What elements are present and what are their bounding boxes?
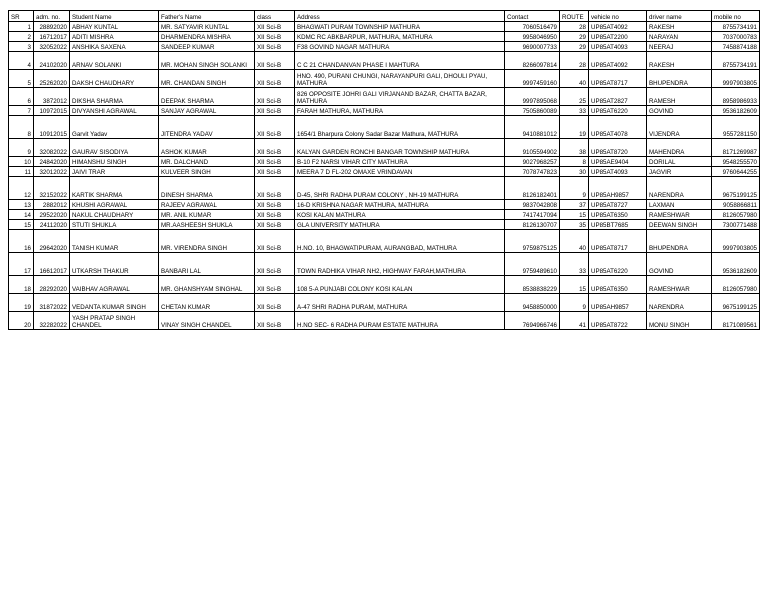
cell-contact: 7694966746 xyxy=(505,312,560,330)
cell-sr: 7 xyxy=(9,106,34,116)
cell-vehicle-no: UP85AT8722 xyxy=(589,312,647,330)
cell-adm-no: 31872022 xyxy=(34,294,70,312)
cell-student-name: NAKUL CHAUDHARY xyxy=(70,210,159,220)
cell-route: 29 xyxy=(560,42,589,52)
cell-sr: 20 xyxy=(9,312,34,330)
cell-fathers-name: SANJAY AGRAWAL xyxy=(159,106,255,116)
cell-fathers-name: MR. DALCHAND xyxy=(159,157,255,167)
cell-student-name: Garvit Yadav xyxy=(70,116,159,139)
cell-driver-name: NEERAJ xyxy=(647,42,712,52)
cell-sr: 13 xyxy=(9,200,34,210)
cell-class: XII Sci-B xyxy=(255,220,295,230)
table-row xyxy=(9,32,760,42)
cell-adm-no: 29642020 xyxy=(34,230,70,253)
cell-route: 25 xyxy=(560,88,589,106)
cell-fathers-name: SANDEEP KUMAR xyxy=(159,42,255,52)
cell-mobile-no: 9548255570 xyxy=(712,157,760,167)
cell-contact: 9105594902 xyxy=(505,139,560,157)
cell-class: XII Sci-B xyxy=(255,200,295,210)
cell-student-name: JAIVI TRAR xyxy=(70,167,159,177)
cell-student-name: STUTI SHUKLA xyxy=(70,220,159,230)
cell-class: XII Sci-B xyxy=(255,230,295,253)
cell-adm-no: 16712017 xyxy=(34,32,70,42)
cell-address: KOSI KALAN MATHURA xyxy=(295,210,505,220)
cell-mobile-no: 8958986933 xyxy=(712,88,760,106)
cell-student-name: ARNAV SOLANKI xyxy=(70,52,159,70)
cell-route: 15 xyxy=(560,276,589,294)
cell-route: 40 xyxy=(560,230,589,253)
cell-sr: 4 xyxy=(9,52,34,70)
table-row xyxy=(9,294,760,312)
cell-mobile-no: 9675199125 xyxy=(712,294,760,312)
cell-contact: 9759875125 xyxy=(505,230,560,253)
table-row xyxy=(9,88,760,106)
table-row xyxy=(9,276,760,294)
table-row xyxy=(9,22,760,32)
cell-student-name: KHUSHI AGRAWAL xyxy=(70,200,159,210)
cell-fathers-name: ASHOK KUMAR xyxy=(159,139,255,157)
cell-sr: 10 xyxy=(9,157,34,167)
cell-student-name: GAURAV SISODIYA xyxy=(70,139,159,157)
cell-contact: 9410881012 xyxy=(505,116,560,139)
cell-driver-name: NARENDRA xyxy=(647,294,712,312)
cell-contact: 9690007733 xyxy=(505,42,560,52)
cell-adm-no: 2882012 xyxy=(34,200,70,210)
cell-address: H.NO. 10, BHAGWATIPURAM, AURANGBAD, MATHURA xyxy=(295,230,505,253)
cell-student-name: ABHAY KUNTAL xyxy=(70,22,159,32)
cell-adm-no: 32052022 xyxy=(34,42,70,52)
cell-vehicle-no: UP85AT4092 xyxy=(589,52,647,70)
table-row xyxy=(9,139,760,157)
cell-student-name: UTKARSH THAKUR xyxy=(70,253,159,276)
cell-fathers-name: VINAY SINGH CHANDEL xyxy=(159,312,255,330)
cell-vehicle-no: UP85AT6350 xyxy=(589,210,647,220)
cell-mobile-no: 8171089561 xyxy=(712,312,760,330)
cell-vehicle-no: UP85AT6220 xyxy=(589,253,647,276)
cell-driver-name: LAXMAN xyxy=(647,200,712,210)
cell-fathers-name: JITENDRA YADAV xyxy=(159,116,255,139)
cell-fathers-name: MR. SATYAVIR KUNTAL xyxy=(159,22,255,32)
header-route: ROUTE xyxy=(560,11,589,22)
table-row xyxy=(9,106,760,116)
cell-address: D-45, SHRI RADHA PURAM COLONY , NH-19 MATHURA xyxy=(295,177,505,200)
cell-sr: 6 xyxy=(9,88,34,106)
cell-mobile-no: 8126057980 xyxy=(712,276,760,294)
cell-mobile-no: 9760644255 xyxy=(712,167,760,177)
cell-fathers-name: RAJEEV AGRAWAL xyxy=(159,200,255,210)
cell-class: XII Sci-B xyxy=(255,116,295,139)
cell-class: XII Sci-B xyxy=(255,177,295,200)
cell-adm-no: 24102020 xyxy=(34,52,70,70)
header-student-name: Student Name xyxy=(70,11,159,22)
cell-sr: 14 xyxy=(9,210,34,220)
cell-route: 28 xyxy=(560,52,589,70)
cell-contact: 9997895068 xyxy=(505,88,560,106)
header-contact: Contact xyxy=(505,11,560,22)
cell-fathers-name: DEEPAK SHARMA xyxy=(159,88,255,106)
cell-vehicle-no: UP85AT6220 xyxy=(589,106,647,116)
cell-sr: 17 xyxy=(9,253,34,276)
cell-contact: 7060516479 xyxy=(505,22,560,32)
cell-address: A-47 SHRI RADHA PURAM, MATHURA xyxy=(295,294,505,312)
cell-student-name: KARTIK SHARMA xyxy=(70,177,159,200)
cell-route: 9 xyxy=(560,177,589,200)
cell-class: XII Sci-B xyxy=(255,42,295,52)
cell-address: GLA UNIVERSITY MATHURA xyxy=(295,220,505,230)
cell-contact: 9458850000 xyxy=(505,294,560,312)
cell-contact: 7417417094 xyxy=(505,210,560,220)
cell-vehicle-no: UP85AT8717 xyxy=(589,70,647,88)
cell-driver-name: GOVIND xyxy=(647,253,712,276)
cell-adm-no: 28892020 xyxy=(34,22,70,32)
cell-address: 16-D KRISHNA NAGAR MATHURA, MATHURA xyxy=(295,200,505,210)
cell-contact: 7078747823 xyxy=(505,167,560,177)
cell-address: B-10 F2 NARSI VIHAR CITY MATHURA xyxy=(295,157,505,167)
cell-mobile-no: 8126057980 xyxy=(712,210,760,220)
cell-mobile-no: 8755734191 xyxy=(712,22,760,32)
header-address: Address xyxy=(295,11,505,22)
cell-driver-name: RAMESH xyxy=(647,88,712,106)
cell-vehicle-no: UP85AE9404 xyxy=(589,157,647,167)
cell-sr: 5 xyxy=(9,70,34,88)
cell-address: C C 21 CHANDANVAN PHASE I MAHTURA xyxy=(295,52,505,70)
cell-sr: 11 xyxy=(9,167,34,177)
cell-driver-name: JAGVIR xyxy=(647,167,712,177)
cell-class: XII Sci-B xyxy=(255,210,295,220)
cell-route: 40 xyxy=(560,70,589,88)
cell-class: XII Sci-B xyxy=(255,32,295,42)
cell-driver-name: VIJENDRA xyxy=(647,116,712,139)
cell-driver-name: RAKESH xyxy=(647,22,712,32)
header-adm-no: adm. no. xyxy=(34,11,70,22)
cell-driver-name: RAMESHWAR xyxy=(647,210,712,220)
cell-mobile-no: 9997903805 xyxy=(712,230,760,253)
cell-class: XII Sci-B xyxy=(255,139,295,157)
student-transport-table xyxy=(8,10,760,330)
table-row xyxy=(9,177,760,200)
cell-class: XII Sci-B xyxy=(255,88,295,106)
cell-fathers-name: KULVEER SINGH xyxy=(159,167,255,177)
cell-adm-no: 10972015 xyxy=(34,106,70,116)
header-mobile-no: mobile no xyxy=(712,11,760,22)
cell-address: F38 GOVIND NAGAR MATHURA xyxy=(295,42,505,52)
cell-address: HNO. 490, PURANI CHUNGI, NARAYANPURI GALI, DHOULI PYAU, MATHURA xyxy=(295,70,505,88)
cell-driver-name: GOVIND xyxy=(647,106,712,116)
cell-address: FARAH MATHURA, MATHURA xyxy=(295,106,505,116)
header-row xyxy=(9,11,760,22)
cell-vehicle-no: UP85AH9857 xyxy=(589,177,647,200)
cell-vehicle-no: UP85AT4078 xyxy=(589,116,647,139)
table-header xyxy=(9,11,760,22)
cell-route: 38 xyxy=(560,139,589,157)
cell-contact: 9027968257 xyxy=(505,157,560,167)
cell-adm-no: 28292020 xyxy=(34,276,70,294)
cell-route: 37 xyxy=(560,200,589,210)
cell-route: 30 xyxy=(560,167,589,177)
table-row xyxy=(9,70,760,88)
table-row xyxy=(9,220,760,230)
cell-sr: 9 xyxy=(9,139,34,157)
cell-route: 29 xyxy=(560,32,589,42)
cell-sr: 3 xyxy=(9,42,34,52)
cell-driver-name: BHUPENDRA xyxy=(647,230,712,253)
cell-mobile-no: 9536182609 xyxy=(712,106,760,116)
cell-fathers-name: DHARMENDRA MISHRA xyxy=(159,32,255,42)
cell-route: 33 xyxy=(560,253,589,276)
cell-route: 41 xyxy=(560,312,589,330)
cell-address: KALYAN GARDEN RONCHI BANGAR TOWNSHIP MATHURA xyxy=(295,139,505,157)
cell-contact: 9759489610 xyxy=(505,253,560,276)
cell-address: 1654/1 Bharpura Colony Sadar Bazar Mathura, MATHURA xyxy=(295,116,505,139)
cell-mobile-no: 9675199125 xyxy=(712,177,760,200)
cell-vehicle-no: UP85AT2200 xyxy=(589,32,647,42)
cell-fathers-name: DINESH SHARMA xyxy=(159,177,255,200)
cell-adm-no: 29522020 xyxy=(34,210,70,220)
cell-vehicle-no: UP85AT2827 xyxy=(589,88,647,106)
cell-vehicle-no: UP85BT7685 xyxy=(589,220,647,230)
cell-class: XII Sci-B xyxy=(255,22,295,32)
cell-route: 35 xyxy=(560,220,589,230)
cell-fathers-name: CHETAN KUMAR xyxy=(159,294,255,312)
cell-student-name: ANSHIKA SAXENA xyxy=(70,42,159,52)
cell-driver-name: BHUPENDRA xyxy=(647,70,712,88)
cell-contact: 8126182401 xyxy=(505,177,560,200)
cell-fathers-name: MR. VIRENDRA SINGH xyxy=(159,230,255,253)
cell-adm-no: 24842020 xyxy=(34,157,70,167)
cell-student-name: YASH PRATAP SINGH CHANDEL xyxy=(70,312,159,330)
cell-route: 33 xyxy=(560,106,589,116)
cell-class: XII Sci-B xyxy=(255,106,295,116)
cell-mobile-no: 7300771488 xyxy=(712,220,760,230)
cell-adm-no: 32012022 xyxy=(34,167,70,177)
cell-class: XII Sci-B xyxy=(255,253,295,276)
cell-mobile-no: 8755734191 xyxy=(712,52,760,70)
table-row xyxy=(9,312,760,330)
cell-student-name: VAIBHAV AGRAWAL xyxy=(70,276,159,294)
cell-student-name: DIVYANSHI AGRAWAL xyxy=(70,106,159,116)
cell-contact: 9837042808 xyxy=(505,200,560,210)
cell-driver-name: MONU SINGH xyxy=(647,312,712,330)
cell-route: 15 xyxy=(560,210,589,220)
cell-adm-no: 32282022 xyxy=(34,312,70,330)
table-body xyxy=(9,22,760,330)
cell-class: XII Sci-B xyxy=(255,157,295,167)
cell-class: XII Sci-B xyxy=(255,167,295,177)
cell-adm-no: 32152022 xyxy=(34,177,70,200)
cell-student-name: TANISH KUMAR xyxy=(70,230,159,253)
cell-address: 826 OPPOSITE JOHRI GALI VIRJANAND BAZAR, CHATTA BAZAR, MATHURA xyxy=(295,88,505,106)
cell-adm-no: 32082022 xyxy=(34,139,70,157)
cell-student-name: ADITI MISHRA xyxy=(70,32,159,42)
cell-adm-no: 3872012 xyxy=(34,88,70,106)
cell-mobile-no: 9557281150 xyxy=(712,116,760,139)
cell-sr: 19 xyxy=(9,294,34,312)
cell-vehicle-no: UP85AT4093 xyxy=(589,42,647,52)
cell-vehicle-no: UP85AT8717 xyxy=(589,230,647,253)
cell-address: KDMC RC ABKBARPUR, MATHURA, MATHURA xyxy=(295,32,505,42)
cell-route: 8 xyxy=(560,157,589,167)
cell-mobile-no: 9058866811 xyxy=(712,200,760,210)
cell-driver-name: DORILAL xyxy=(647,157,712,167)
cell-sr: 18 xyxy=(9,276,34,294)
cell-adm-no: 25262020 xyxy=(34,70,70,88)
table-row xyxy=(9,116,760,139)
header-class: class xyxy=(255,11,295,22)
cell-mobile-no: 9997903805 xyxy=(712,70,760,88)
cell-driver-name: NARAYAN xyxy=(647,32,712,42)
cell-sr: 12 xyxy=(9,177,34,200)
cell-sr: 15 xyxy=(9,220,34,230)
cell-student-name: HIMANSHU SINGH xyxy=(70,157,159,167)
header-fathers-name: Father's Name xyxy=(159,11,255,22)
cell-sr: 1 xyxy=(9,22,34,32)
cell-sr: 8 xyxy=(9,116,34,139)
cell-driver-name: RAKESH xyxy=(647,52,712,70)
cell-contact: 8266097814 xyxy=(505,52,560,70)
cell-student-name: DAKSH CHAUDHARY xyxy=(70,70,159,88)
cell-address: H.NO SEC- 6 RADHA PURAM ESTATE MATHURA xyxy=(295,312,505,330)
cell-vehicle-no: UP85AH9857 xyxy=(589,294,647,312)
table-row xyxy=(9,157,760,167)
cell-mobile-no: 8171269987 xyxy=(712,139,760,157)
cell-route: 19 xyxy=(560,116,589,139)
cell-vehicle-no: UP85AT4093 xyxy=(589,167,647,177)
cell-driver-name: RAMESHWAR xyxy=(647,276,712,294)
header-vehicle-no: vehicle no xyxy=(589,11,647,22)
cell-driver-name: NARENDRA xyxy=(647,177,712,200)
cell-adm-no: 24112020 xyxy=(34,220,70,230)
cell-class: XII Sci-B xyxy=(255,312,295,330)
cell-class: XII Sci-B xyxy=(255,52,295,70)
cell-fathers-name: MR. ANIL KUMAR xyxy=(159,210,255,220)
cell-driver-name: MAHENDRA xyxy=(647,139,712,157)
table-row xyxy=(9,230,760,253)
cell-student-name: DIKSHA SHARMA xyxy=(70,88,159,106)
cell-fathers-name: BANBARI LAL xyxy=(159,253,255,276)
cell-sr: 2 xyxy=(9,32,34,42)
cell-mobile-no: 9536182609 xyxy=(712,253,760,276)
table-row xyxy=(9,200,760,210)
cell-address: BHAGWATI PURAM TOWNSHIP MATHURA xyxy=(295,22,505,32)
cell-route: 9 xyxy=(560,294,589,312)
cell-fathers-name: MR. CHANDAN SINGH xyxy=(159,70,255,88)
cell-vehicle-no: UP85AT8720 xyxy=(589,139,647,157)
cell-student-name: VEDANTA KUMAR SINGH xyxy=(70,294,159,312)
cell-contact: 7505860089 xyxy=(505,106,560,116)
table-row xyxy=(9,210,760,220)
cell-sr: 16 xyxy=(9,230,34,253)
cell-contact: 8126130707 xyxy=(505,220,560,230)
cell-adm-no: 16612017 xyxy=(34,253,70,276)
cell-vehicle-no: UP85AT6350 xyxy=(589,276,647,294)
cell-fathers-name: MR. GHANSHYAM SINGHAL xyxy=(159,276,255,294)
table-row xyxy=(9,253,760,276)
header-sr: SR xyxy=(9,11,34,22)
cell-address: 108 5-A PUNJABI COLONY KOSI KALAN xyxy=(295,276,505,294)
cell-driver-name: DEEWAN SINGH xyxy=(647,220,712,230)
cell-class: XII Sci-B xyxy=(255,70,295,88)
cell-fathers-name: MR.AASHEESH SHUKLA xyxy=(159,220,255,230)
cell-contact: 9958046950 xyxy=(505,32,560,42)
table-row xyxy=(9,52,760,70)
cell-vehicle-no: UP85AT8727 xyxy=(589,200,647,210)
cell-route: 28 xyxy=(560,22,589,32)
header-driver-name: driver name xyxy=(647,11,712,22)
cell-adm-no: 10912015 xyxy=(34,116,70,139)
table-row xyxy=(9,42,760,52)
cell-mobile-no: 7458874188 xyxy=(712,42,760,52)
cell-mobile-no: 7037000783 xyxy=(712,32,760,42)
cell-address: TOWN RADHIKA VIHAR NH2, HIGHWAY FARAH,MATHURA xyxy=(295,253,505,276)
cell-address: MEERA 7 D FL-202 OMAXE VRINDAVAN xyxy=(295,167,505,177)
cell-class: XII Sci-B xyxy=(255,294,295,312)
cell-vehicle-no: UP85AT4092 xyxy=(589,22,647,32)
cell-class: XII Sci-B xyxy=(255,276,295,294)
cell-fathers-name: MR. MOHAN SINGH SOLANKI xyxy=(159,52,255,70)
cell-contact: 8538838229 xyxy=(505,276,560,294)
table-row xyxy=(9,167,760,177)
cell-contact: 9997459160 xyxy=(505,70,560,88)
